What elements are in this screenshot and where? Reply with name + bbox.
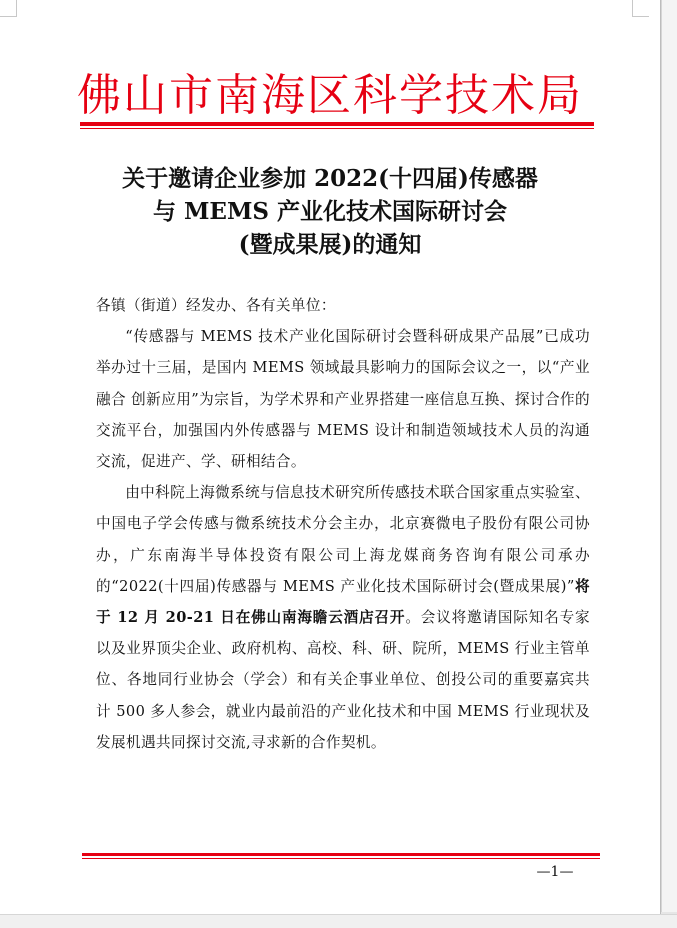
vertical-scrollbar[interactable] [661,0,677,912]
header-red-rule-thin [80,128,594,129]
header-red-rule-thick [80,122,594,126]
horizontal-scrollbar[interactable] [0,914,677,928]
document-body [96,290,590,758]
page-corner-mark-right [632,0,649,17]
title-line-2: 与 MEMS 产业化技术国际研讨会 [152,198,508,225]
paragraph-2-text-b: 。会议将邀请国际知名专家以及业界顶尖企业、政府机构、高校、科、研、院所，MEMS 行业主管单位、各地同行业协会（学会）和有关企事业单位、创投公司的重要嘉宾共计 500 多人参会，就业内最前沿的产业化技术和中国 MEMS 行业现状及发展机遇共同探讨交流,寻求新的合作契机。 [96,609,590,751]
footer-red-rule-thick [82,853,600,856]
paragraph-1: “传感器与 MEMS 技术产业化国际研讨会暨科研成果产品展”已成功举办过十三届，是国内 MEMS 领域最具影响力的国际会议之一，以“产业融合 创新应用”为宗旨，为学术界和产业界搭建一座信息互换、探讨合作的交流平台，加强国内外传感器与 MEMS 设计和制造领域技术人员的沟通交流，促进产、学、研相结合。 [96,328,590,471]
title-line-1: 关于邀请企业参加 2022(十四届)传感器 [122,165,538,192]
paragraph-2 [96,477,590,758]
paragraph-2-text-a: 由中科院上海微系统与信息技术研究所传感技术联合国家重点实验室、中国电子学会传感与微系统技术分会主办，北京赛微电子股份有限公司协办，广东南海半导体投资有限公司上海龙媒商务咨询有限公司承办的“2022(十四届)传感器与 MEMS 产业化技术国际研讨会(暨成果展)” [96,484,590,595]
footer-red-rule-thin [82,858,600,859]
paragraph-2-highlight: 将于 12 月 20-21 日在佛山南海瞻云酒店召开 [96,577,591,627]
document-title [0,162,660,261]
org-header-title: 佛山市南海区科学技术局 [77,70,583,121]
page-corner-mark-left [0,0,17,17]
page-number: —1— [536,864,574,880]
salutation: 各镇（街道）经发办、各有关单位： [96,297,336,314]
title-line-3: (暨成果展)的通知 [238,231,422,258]
